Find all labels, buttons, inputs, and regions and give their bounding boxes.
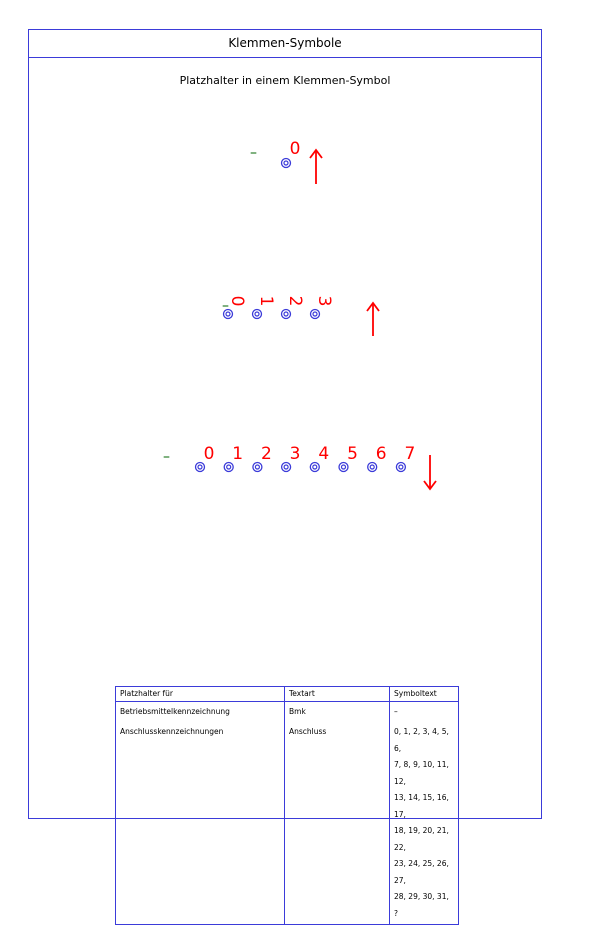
terminal-label: 6 xyxy=(375,444,387,464)
terminal-label: 1 xyxy=(256,295,276,307)
diagram-subtitle: Platzhalter in einem Klemmen-Symbol xyxy=(179,74,391,87)
table-cell: Anschluss xyxy=(285,722,390,925)
terminal-label: 2 xyxy=(260,444,272,464)
terminal-label: 1 xyxy=(232,444,244,464)
terminal-point xyxy=(282,159,291,168)
table-cell: Anschlusskennzeichnungen xyxy=(116,722,285,925)
terminal-label: 4 xyxy=(318,444,330,464)
terminal-label: 0 xyxy=(203,444,215,464)
table-cell: – xyxy=(390,702,459,723)
arrow-up-icon xyxy=(367,303,379,336)
terminal-group xyxy=(222,296,379,336)
table-row xyxy=(116,702,459,723)
terminal-label: 3 xyxy=(314,295,334,307)
symboltext-line: 7, 8, 9, 10, 11, 12, xyxy=(394,760,449,786)
terminal-label: 2 xyxy=(285,295,305,307)
arrow-up-icon xyxy=(310,150,322,184)
symboltext-line: 18, 19, 20, 21, 22, xyxy=(394,826,449,852)
table-header-cell: Platzhalter für xyxy=(116,687,285,702)
placeholder-table xyxy=(115,686,459,925)
terminal-label: 3 xyxy=(289,444,301,464)
terminal-group xyxy=(163,444,436,489)
bmk-placeholder: – xyxy=(163,449,170,465)
table-row xyxy=(116,722,459,925)
terminal-label: 0 xyxy=(289,139,301,159)
terminal-label: 7 xyxy=(404,444,416,464)
terminal-label: 0 xyxy=(227,295,247,307)
terminal-label: 5 xyxy=(347,444,358,464)
bmk-placeholder: – xyxy=(222,298,229,314)
arrow-down-icon xyxy=(424,455,436,489)
symboltext-line: 23, 24, 25, 26, 27, xyxy=(394,859,449,885)
symboltext-line: 28, 29, 30, 31, ? xyxy=(394,892,449,918)
terminal-group xyxy=(250,139,322,184)
table-header-cell: Symboltext xyxy=(390,687,459,702)
table-cell: Betriebsmittelkennzeichnung xyxy=(116,702,285,723)
bmk-placeholder: – xyxy=(250,145,257,161)
terminal-point xyxy=(253,310,262,319)
table-header-row xyxy=(116,687,459,702)
table-cell-symboltext xyxy=(390,722,459,925)
terminal-groups xyxy=(163,139,436,489)
table-header-cell: Textart xyxy=(285,687,390,702)
symboltext-line: 13, 14, 15, 16, 17, xyxy=(394,793,449,819)
table-cell: Bmk xyxy=(285,702,390,723)
terminal-point xyxy=(311,310,320,319)
terminal-point xyxy=(282,310,291,319)
symboltext-line: 0, 1, 2, 3, 4, 5, 6, xyxy=(394,727,449,753)
page-title-text: Klemmen-Symbole xyxy=(228,36,342,50)
